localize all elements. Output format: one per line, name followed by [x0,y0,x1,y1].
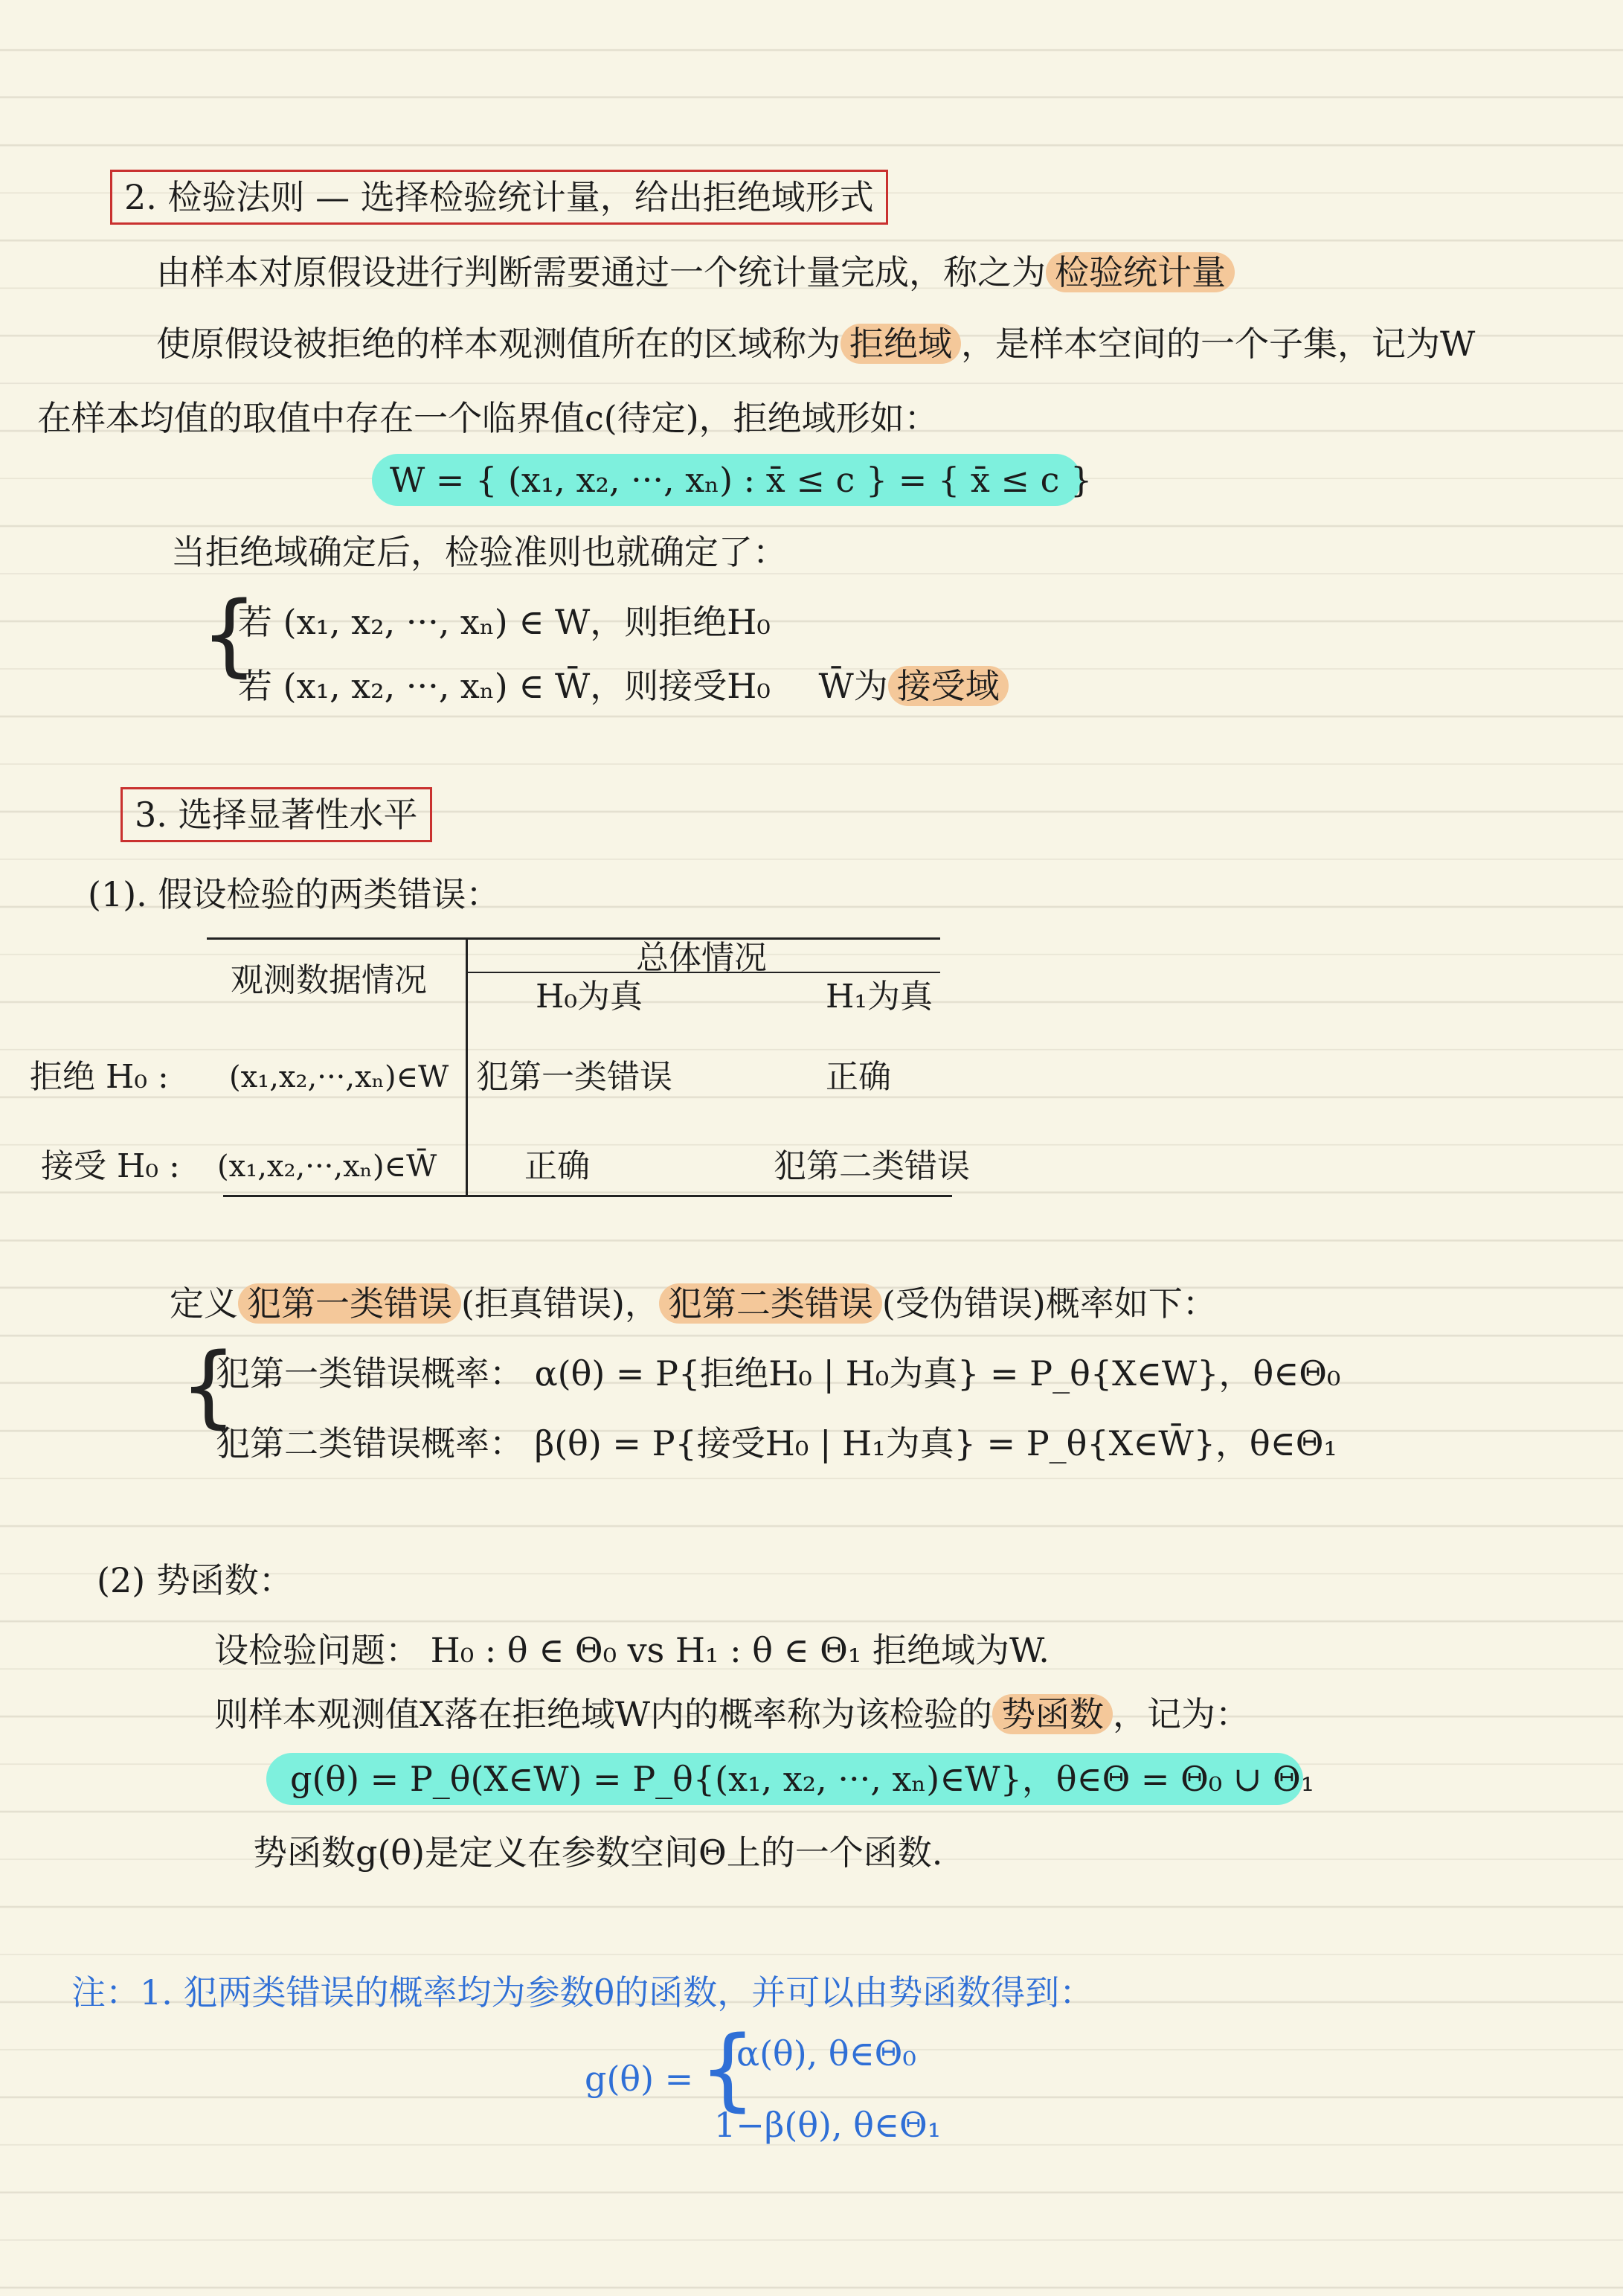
table-cell-correct: 正确 [524,1147,590,1185]
table-header-h0-true: H₀为真 [536,978,643,1016]
rejection-region-tail: ，是样本空间的一个子集，记为W [961,324,1476,364]
left-brace: { [180,1335,237,1438]
rejection-region-formula: W = { (x₁, x₂, ···, xₙ) : x̄ ≤ c } = { x̄ ≤ c } [372,454,1082,506]
rejection-region-text: 使原假设被拒绝的样本观测值所在的区域称为 [156,324,841,364]
table-row-data: (x₁,x₂,···,xₙ)∈W [229,1060,449,1094]
criterion-reject-case: 若 (x₁, x₂, ···, xₙ) ∈ W，则拒绝H₀ [238,602,771,642]
type1-error-formula: 犯第一类错误概率： α(θ) = P{拒绝H₀ | H₀为真} = P_θ{X∈W}，θ∈Θ₀ [216,1353,1341,1394]
table-header-observation: 观测数据情况 [231,961,427,999]
table-row-label: 接受 H₀ : [41,1147,180,1185]
criterion-accept-text: 若 (x₁, x₂, ···, xₙ) ∈ W̄，则接受H₀ [238,666,771,706]
def-tail: (受伪错误)概率如下： [881,1283,1217,1324]
two-types-errors-heading: (1). 假设检验的两类错误： [88,874,501,914]
power-function-definition [214,1692,1250,1737]
statistic-text: 由样本对原假设进行判断需要通过一个统计量完成，称之为 [156,252,1046,292]
table-header-h1-true: H₁为真 [826,978,933,1016]
power-function-description: 势函数g(θ)是定义在参数空间Θ上的一个函数. [253,1832,943,1873]
error-probability-definition [170,1281,1217,1326]
statistic-highlight: 检验统计量 [1046,252,1235,292]
note-line: 注：1. 犯两类错误的概率均为参数θ的函数，并可以由势函数得到： [71,1972,1094,2013]
acceptance-region-note: W̄为 [818,666,888,706]
criterion-accept-case [238,664,1009,708]
table-header-population: 总体情况 [636,939,767,977]
rejection-region-definition [156,321,1475,366]
rejection-region-highlight: 拒绝域 [841,324,961,364]
table-top-rule [207,937,940,940]
section-3-title: 3. 选择显著性水平 [120,787,432,842]
table-cell-type1-error: 犯第一类错误 [476,1058,672,1096]
power-function-highlight: 势函数 [992,1694,1113,1734]
note-case-beta: 1−β(θ), θ∈Θ₁ [714,2105,942,2145]
table-row-data: (x₁,x₂,···,xₙ)∈W̄ [217,1149,437,1184]
table-row-label: 拒绝 H₀ : [30,1058,169,1096]
def-middle: (拒真错误)， [461,1283,659,1324]
note-formula-lhs: g(θ) = [585,2059,694,2099]
type1-error-highlight: 犯第一类错误 [238,1283,461,1324]
section-2-title: 2. 检验法则 — 选择检验统计量，给出拒绝域形式 [110,170,888,225]
statistic-definition [156,250,1235,295]
left-brace: { [201,583,258,687]
def-prefix: 定义 [170,1283,238,1324]
type2-error-formula: 犯第二类错误概率： β(θ) = P{接受H₀ | H₁为真} = P_θ{X∈W̄}，θ∈Θ₁ [216,1423,1337,1463]
test-problem: 设检验问题： H₀ : θ ∈ Θ₀ vs H₁ : θ ∈ Θ₁ 拒绝域为W. [214,1630,1050,1670]
table-cell-correct: 正确 [826,1058,891,1096]
table-vertical-rule [466,939,468,1196]
critical-value-text: 在样本均值的取值中存在一个临界值c(待定)，拒绝域形如： [37,398,939,438]
criterion-intro: 当拒绝域确定后，检验准则也就确定了： [171,532,787,572]
power-tail: ，记为： [1113,1694,1250,1734]
power-text: 则样本观测值X落在拒绝域W内的概率称为该检验的 [214,1694,993,1734]
acceptance-region-highlight: 接受域 [888,666,1009,706]
power-function-heading: (2) 势函数： [97,1560,293,1600]
note-case-alpha: α(θ), θ∈Θ₀ [736,2033,916,2074]
type2-error-highlight: 犯第二类错误 [659,1283,882,1324]
table-cell-type2-error: 犯第二类错误 [774,1147,970,1185]
power-function-formula: g(θ) = P_θ(X∈W) = P_θ{(x₁, x₂, ···, xₙ)∈W}，θ∈Θ = Θ₀ ∪ Θ₁ [266,1753,1303,1805]
left-brace: { [699,2018,756,2121]
table-bottom-rule [223,1195,952,1197]
